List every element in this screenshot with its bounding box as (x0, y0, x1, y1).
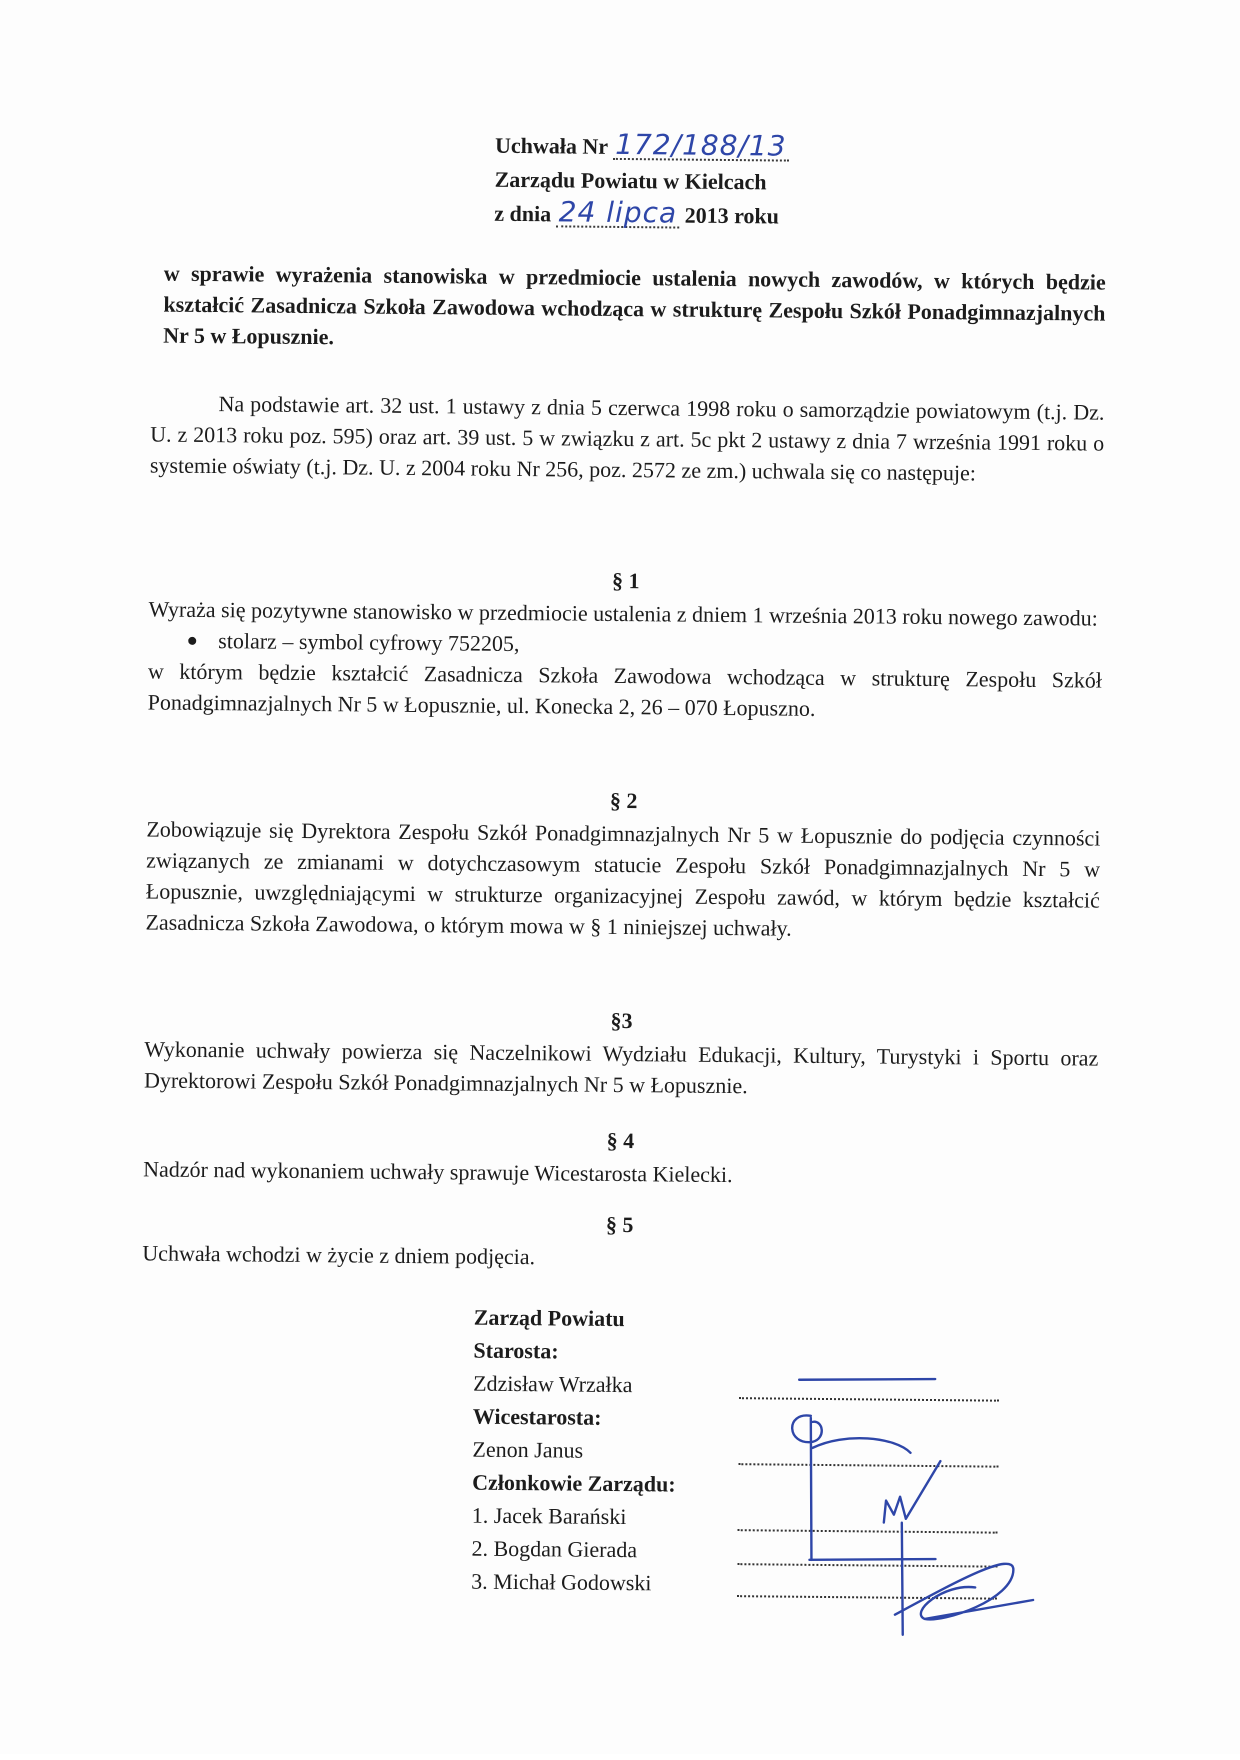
section-1-heading: § 1 (611, 567, 640, 594)
date-line (494, 197, 788, 234)
section-2-body: Zobowiązuje się Dyrektora Zespołu Szkół Ponadgimnazjalnych Nr 5 w Łopusznie do podjęcia czynności związanych ze zmianami w dotychczasowym statucie Zespołu Szkół Ponadgimnazjalnych Nr 5 w Łopusznie, uwzględniającymi w strukturze organizacyjnej Zespołu zawód, w którym będzie kształcić Zasadnicza Szkoła Zawodowa, o którym mowa w § 1 niniejszej uchwały. (145, 816, 1101, 941)
section-3-body: Wykonanie uchwały powierza się Naczelnikowi Wydziału Edukacji, Kultury, Turystyki i Sportu oraz Dyrektorowi Zespołu Szkół Ponadgimnazjalnych Nr 5 w Łopusznie. (143, 1036, 1099, 1099)
bullet-text: stolarz – symbol cyfrowy 752205, (218, 628, 520, 657)
signature-member-3 (895, 1563, 1034, 1621)
list-item (148, 624, 1102, 664)
section-3-heading: §3 (610, 1007, 633, 1034)
section-1-body (148, 593, 1103, 726)
section-4-body: Nadzór nad wykonaniem uchwały sprawuje Wicestarosta Kielecki. (143, 1156, 733, 1188)
starosta-label: Starosta: (473, 1337, 559, 1364)
starosta-name: Zdzisław Wrzałka (473, 1370, 633, 1398)
section-5-heading: § 5 (605, 1211, 634, 1238)
resolution-header (494, 129, 789, 234)
date-prefix: z dnia (494, 200, 552, 227)
section-5-body: Uchwała wchodzi w życie z dniem podjęcia. (142, 1240, 536, 1270)
signature-member-1 (883, 1461, 941, 1636)
resolution-number-line (495, 129, 789, 166)
handwritten-signatures (713, 1371, 1056, 1654)
handwritten-date: 24 lipca (558, 195, 678, 230)
signature-starosta (799, 1378, 935, 1381)
signatories-block (471, 1301, 677, 1600)
bullet-icon (188, 637, 196, 645)
resolution-subject: w sprawie wyrażenia stanowiska w przedmiocie ustalenia nowych zawodów, w których będzie kształcić Zasadnicza Szkoła Zawodowa wchodząca w strukturę Zespołu Szkół Ponadgimnazjalnych Nr 5 w Łopusznie. (163, 260, 1106, 350)
resolution-label: Uchwała Nr (494, 132, 608, 159)
wicestarosta-name: Zenon Janus (472, 1436, 584, 1463)
section-2-heading: § 2 (609, 787, 638, 814)
signature-member-2 (809, 1558, 935, 1561)
date-suffix: 2013 roku (684, 202, 780, 229)
member-3-name: 3. Michał Godowski (471, 1568, 652, 1596)
section-1-outro: w którym będzie kształcić Zasadnicza Szkoła Zawodowa wchodząca w strukturę Zespołu Szkół Ponadgimnazjalnych Nr 5 w Łopusznie, ul. Konecka 2, 26 – 070 Łopuszno. (147, 658, 1103, 721)
section-4-heading: § 4 (606, 1127, 635, 1154)
legal-basis-paragraph: Na podstawie art. 32 ust. 1 ustawy z dnia 5 czerwca 1998 roku o samorządzie powiatowym (t.j. Dz. U. z 2013 roku poz. 595) oraz art. 39 ust. 5 w związku z art. 5c pkt 2 ustawy z dnia 7 września 1991 roku o systemie oświaty (t.j. Dz. U. z 2004 roku Nr 256, poz. 2572 ze zm.) uchwala się co następuje: (149, 391, 1105, 486)
signature-wicestarosta (791, 1415, 911, 1560)
member-2-name: 2. Bogdan Gierada (471, 1535, 638, 1563)
wicestarosta-label: Wicestarosta: (472, 1403, 602, 1430)
section-1-intro: Wyraża się pozytywne stanowisko w przedmiocie ustalenia z dniem 1 września 2013 roku nowego zawodu: (148, 596, 1098, 631)
board-title: Zarząd Powiatu (473, 1304, 625, 1332)
members-label: Członkowie Zarządu: (472, 1469, 676, 1497)
authority-line: Zarządu Powiatu w Kielcach (494, 166, 767, 195)
member-1-name: 1. Jacek Barański (471, 1502, 627, 1530)
handwritten-resolution-number: 172/188/13 (615, 127, 787, 163)
